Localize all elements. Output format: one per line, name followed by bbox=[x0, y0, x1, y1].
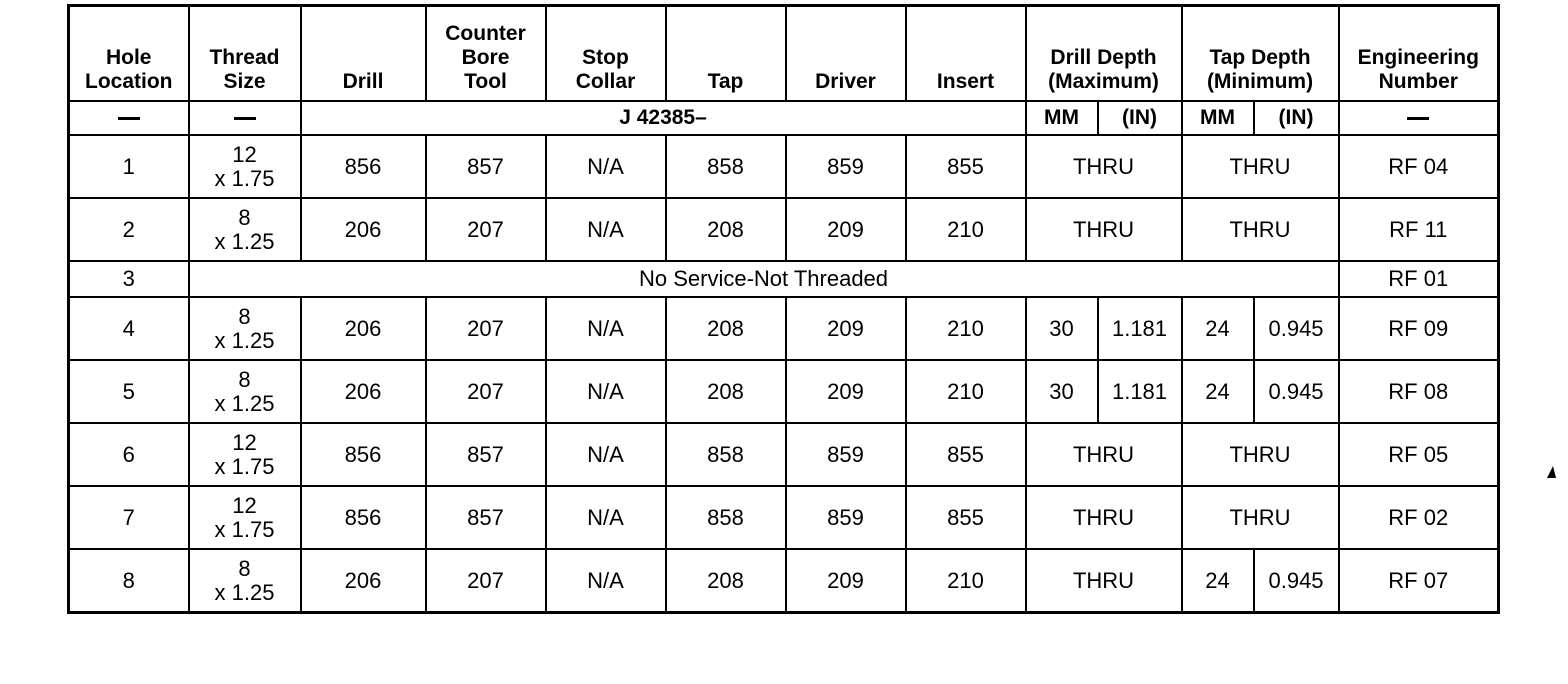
drill-cell: 206 bbox=[301, 549, 426, 613]
tap-depth-cell: THRU bbox=[1182, 198, 1339, 261]
drill-depth-mm-cell: 30 bbox=[1026, 297, 1098, 360]
insert-tool-table bbox=[67, 4, 1500, 614]
hole-cell: 6 bbox=[69, 423, 189, 486]
driver-cell: 859 bbox=[786, 135, 906, 198]
cbore-cell: 857 bbox=[426, 486, 546, 549]
drill-depth-in-cell: 1.181 bbox=[1098, 360, 1182, 423]
drill-cell: 206 bbox=[301, 297, 426, 360]
no-service-note: No Service-Not Threaded bbox=[189, 261, 1339, 297]
drill-depth-cell: THRU bbox=[1026, 549, 1182, 613]
stop-collar-cell: N/A bbox=[546, 360, 666, 423]
header-tap-depth: Tap Depth (Minimum) bbox=[1182, 6, 1339, 102]
table-row bbox=[69, 360, 1499, 423]
insert-cell: 210 bbox=[906, 360, 1026, 423]
drill-depth-cell: THRU bbox=[1026, 198, 1182, 261]
dash-cell bbox=[189, 101, 301, 135]
stop-collar-cell: N/A bbox=[546, 198, 666, 261]
tap-depth-in-cell: 0.945 bbox=[1254, 297, 1339, 360]
driver-cell: 209 bbox=[786, 360, 906, 423]
drill-depth-in-unit: (IN) bbox=[1098, 101, 1182, 135]
driver-cell: 209 bbox=[786, 297, 906, 360]
hole-cell: 5 bbox=[69, 360, 189, 423]
tap-depth-in-cell: 0.945 bbox=[1254, 549, 1339, 613]
header-hole-location: Hole Location bbox=[69, 6, 189, 102]
tool-prefix: J 42385– bbox=[301, 101, 1026, 135]
stop-collar-cell: N/A bbox=[546, 549, 666, 613]
engineering-cell: RF 09 bbox=[1339, 297, 1499, 360]
cbore-cell: 857 bbox=[426, 135, 546, 198]
dash-mark bbox=[1407, 117, 1429, 120]
drill-cell: 856 bbox=[301, 423, 426, 486]
tap-depth-cell: THRU bbox=[1182, 423, 1339, 486]
header-row bbox=[69, 6, 1499, 102]
hole-cell: 7 bbox=[69, 486, 189, 549]
header-counter-bore-tool: Counter Bore Tool bbox=[426, 6, 546, 102]
tap-depth-in-cell: 0.945 bbox=[1254, 360, 1339, 423]
drill-depth-cell: THRU bbox=[1026, 423, 1182, 486]
tap-depth-in-unit: (IN) bbox=[1254, 101, 1339, 135]
engineering-cell: RF 08 bbox=[1339, 360, 1499, 423]
insert-cell: 855 bbox=[906, 135, 1026, 198]
drill-depth-mm-unit: MM bbox=[1026, 101, 1098, 135]
header-drill-depth: Drill Depth (Maximum) bbox=[1026, 6, 1182, 102]
driver-cell: 859 bbox=[786, 486, 906, 549]
header-engineering-number: Engineering Number bbox=[1339, 6, 1499, 102]
hole-cell: 1 bbox=[69, 135, 189, 198]
table-row bbox=[69, 261, 1499, 297]
table-row bbox=[69, 549, 1499, 613]
table-row bbox=[69, 297, 1499, 360]
cbore-cell: 207 bbox=[426, 549, 546, 613]
driver-cell: 209 bbox=[786, 549, 906, 613]
tap-cell: 208 bbox=[666, 297, 786, 360]
hole-cell: 8 bbox=[69, 549, 189, 613]
tap-cell: 208 bbox=[666, 549, 786, 613]
tap-depth-cell: THRU bbox=[1182, 135, 1339, 198]
header-insert: Insert bbox=[906, 6, 1026, 102]
hole-cell: 3 bbox=[69, 261, 189, 297]
cbore-cell: 207 bbox=[426, 198, 546, 261]
thread-cell: 8 x 1.25 bbox=[189, 297, 301, 360]
tap-depth-mm-cell: 24 bbox=[1182, 360, 1254, 423]
drill-cell: 206 bbox=[301, 360, 426, 423]
thread-cell: 12 x 1.75 bbox=[189, 135, 301, 198]
margin-mark bbox=[1547, 466, 1556, 478]
thread-cell: 8 x 1.25 bbox=[189, 360, 301, 423]
tap-cell: 208 bbox=[666, 360, 786, 423]
engineering-cell: RF 02 bbox=[1339, 486, 1499, 549]
header-thread-size: Thread Size bbox=[189, 6, 301, 102]
cbore-cell: 207 bbox=[426, 297, 546, 360]
insert-cell: 210 bbox=[906, 198, 1026, 261]
table-row bbox=[69, 198, 1499, 261]
insert-cell: 855 bbox=[906, 423, 1026, 486]
thread-cell: 12 x 1.75 bbox=[189, 423, 301, 486]
insert-cell: 210 bbox=[906, 549, 1026, 613]
insert-cell: 210 bbox=[906, 297, 1026, 360]
cbore-cell: 857 bbox=[426, 423, 546, 486]
table-row bbox=[69, 486, 1499, 549]
tap-cell: 208 bbox=[666, 198, 786, 261]
drill-cell: 856 bbox=[301, 486, 426, 549]
header-driver: Driver bbox=[786, 6, 906, 102]
dash-cell bbox=[1339, 101, 1499, 135]
drill-depth-mm-cell: 30 bbox=[1026, 360, 1098, 423]
units-row bbox=[69, 101, 1499, 135]
engineering-cell: RF 07 bbox=[1339, 549, 1499, 613]
tap-cell: 858 bbox=[666, 423, 786, 486]
stop-collar-cell: N/A bbox=[546, 135, 666, 198]
tap-depth-cell: THRU bbox=[1182, 486, 1339, 549]
dash-cell bbox=[69, 101, 189, 135]
dash-mark bbox=[234, 117, 256, 120]
tap-depth-mm-unit: MM bbox=[1182, 101, 1254, 135]
driver-cell: 209 bbox=[786, 198, 906, 261]
engineering-cell: RF 11 bbox=[1339, 198, 1499, 261]
table-row bbox=[69, 135, 1499, 198]
header-stop-collar: Stop Collar bbox=[546, 6, 666, 102]
tap-cell: 858 bbox=[666, 135, 786, 198]
tap-depth-mm-cell: 24 bbox=[1182, 549, 1254, 613]
drill-cell: 856 bbox=[301, 135, 426, 198]
stop-collar-cell: N/A bbox=[546, 297, 666, 360]
thread-cell: 8 x 1.25 bbox=[189, 198, 301, 261]
tap-depth-mm-cell: 24 bbox=[1182, 297, 1254, 360]
table-row bbox=[69, 423, 1499, 486]
tap-cell: 858 bbox=[666, 486, 786, 549]
drill-depth-in-cell: 1.181 bbox=[1098, 297, 1182, 360]
thread-cell: 8 x 1.25 bbox=[189, 549, 301, 613]
stop-collar-cell: N/A bbox=[546, 423, 666, 486]
stop-collar-cell: N/A bbox=[546, 486, 666, 549]
hole-cell: 4 bbox=[69, 297, 189, 360]
drill-depth-cell: THRU bbox=[1026, 486, 1182, 549]
header-tap: Tap bbox=[666, 6, 786, 102]
driver-cell: 859 bbox=[786, 423, 906, 486]
thread-cell: 12 x 1.75 bbox=[189, 486, 301, 549]
header-drill: Drill bbox=[301, 6, 426, 102]
drill-depth-cell: THRU bbox=[1026, 135, 1182, 198]
engineering-cell: RF 05 bbox=[1339, 423, 1499, 486]
hole-cell: 2 bbox=[69, 198, 189, 261]
dash-mark bbox=[118, 117, 140, 120]
drill-cell: 206 bbox=[301, 198, 426, 261]
engineering-cell: RF 01 bbox=[1339, 261, 1499, 297]
insert-cell: 855 bbox=[906, 486, 1026, 549]
cbore-cell: 207 bbox=[426, 360, 546, 423]
engineering-cell: RF 04 bbox=[1339, 135, 1499, 198]
